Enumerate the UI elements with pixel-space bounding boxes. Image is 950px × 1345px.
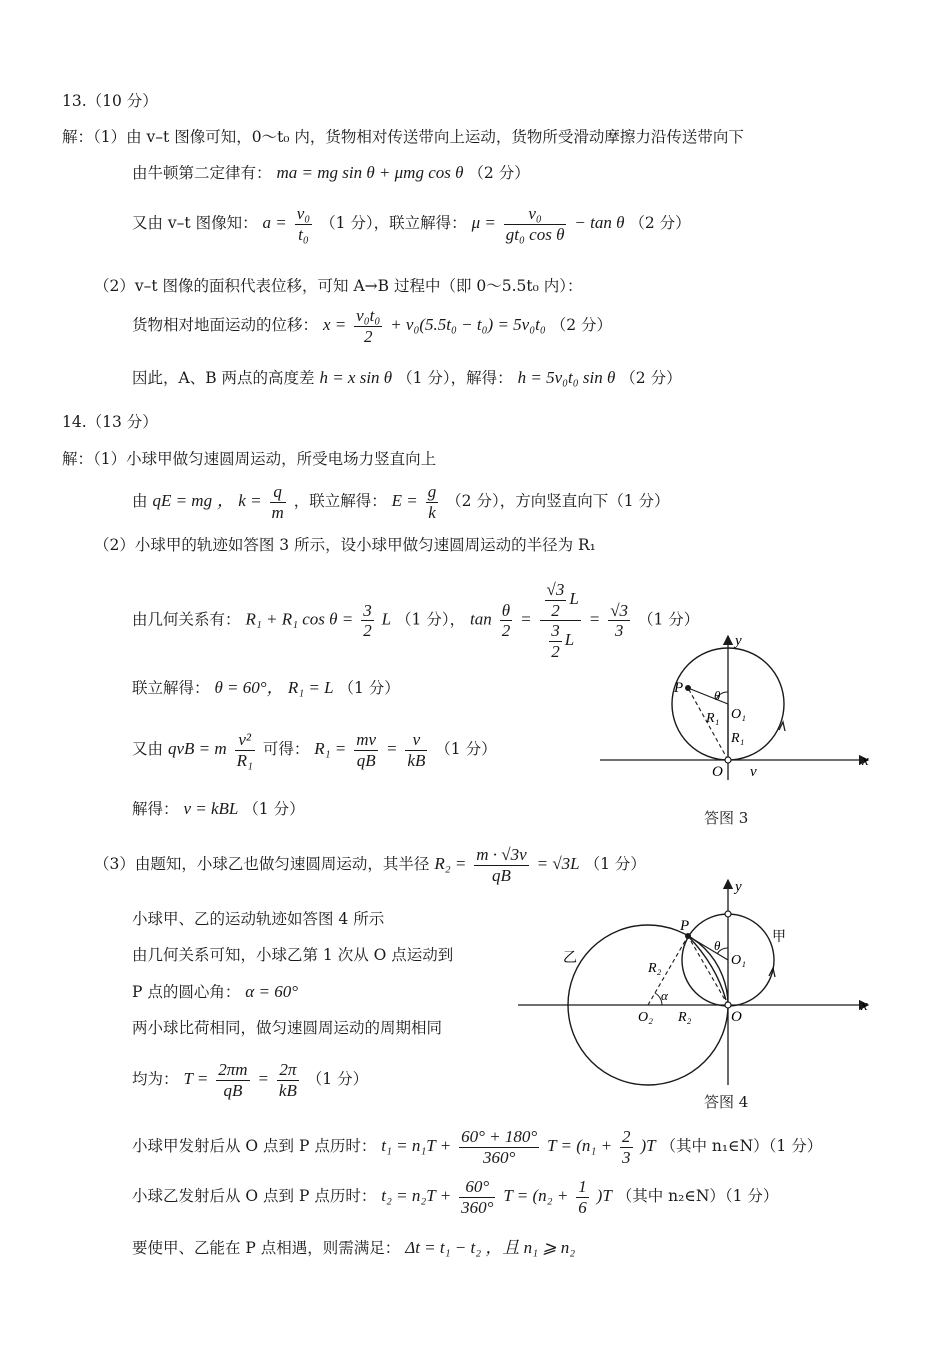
q14-field-eq1: qE = mg <box>152 491 213 511</box>
fig4-label-alpha: α <box>661 988 668 1003</box>
q14-geo-fraction <box>361 601 374 641</box>
q14-k-fraction <box>270 482 286 522</box>
q14-lorentz-fraction3 <box>405 730 427 770</box>
q14-geo-score: （1 分）， <box>396 610 466 629</box>
fig3-label-O: O <box>712 764 723 780</box>
q14-lorentz-den1: R₁ <box>236 750 253 770</box>
q14-meeting-line <box>132 1238 575 1258</box>
q14-tan-bot-L: L <box>564 630 575 650</box>
q14-t1-mid: T = (n₁ + <box>547 1136 613 1156</box>
q13-accel-den: t₀ <box>298 224 309 244</box>
q13-mu-lhs: μ = <box>471 213 496 233</box>
fig3-label-P: P <box>674 680 684 696</box>
q13-height-mid: （1 分），解得： <box>397 369 513 387</box>
q14-tan-half-fraction <box>500 601 513 641</box>
q14-period-fraction1 <box>216 1060 249 1100</box>
fig4-label-R2a: R₂ <box>648 961 662 976</box>
q14-t2-fraction <box>459 1177 495 1217</box>
q14-tan-half-den: 2 <box>501 621 511 641</box>
fig4-label-O2: O₂ <box>638 1010 653 1025</box>
q13-mu-tail: − tan θ <box>574 213 625 233</box>
q14-tan-lhs: tan <box>470 609 492 629</box>
q14-t2-lhs: t₂ = n₂T + <box>381 1186 452 1206</box>
q13-height-score: （2 分） <box>620 369 682 387</box>
fig3-label-theta: θ <box>714 688 721 703</box>
q13-mu-den: gt₀ cos θ <box>505 224 565 244</box>
q14-t2-fd: 6 <box>578 1197 587 1217</box>
q14-t2-line <box>132 1177 778 1217</box>
fig4-caption: 答图 4 <box>704 1093 749 1111</box>
q14-geo-label: 由几何关系有： <box>132 610 241 629</box>
fig4-label-O1: O₁ <box>731 953 746 968</box>
q14-period-label: 均为： <box>132 1070 179 1089</box>
q13-part2-intro: （2）v–t 图像的面积代表位移，可知 A→B 过程中（即 0～5.5t₀ 内）： <box>94 277 583 295</box>
q14-lorentz-line <box>132 730 497 770</box>
figure-3 <box>595 630 885 800</box>
q14-alpha-label: P 点的圆心角： <box>132 983 241 1001</box>
fig3-origin-dot <box>725 757 731 763</box>
q13-accel-lhs: a = <box>262 213 287 233</box>
q13-disp-num: v₀t₀ <box>356 306 381 325</box>
fig3-label-R1a: R₁ <box>706 711 720 726</box>
q14-R2-score: （1 分） <box>584 855 646 874</box>
q14-tan-bot-num: 3 <box>551 621 560 641</box>
q14-t2-den: 360° <box>461 1197 494 1217</box>
fig3-label-x: x <box>862 753 869 769</box>
q14-t2-tail: )T <box>596 1186 612 1206</box>
q14-period-score: （1 分） <box>306 1070 369 1089</box>
q14-lorentz-score: （1 分） <box>435 740 497 759</box>
q14-tan-eq2: = <box>588 609 601 629</box>
q13-disp-score: （2 分） <box>550 316 612 335</box>
q14-theta-score: （1 分） <box>338 679 400 697</box>
q14-velocity-eq: v = kBL <box>183 799 239 818</box>
q14-period-eq: = <box>257 1069 269 1089</box>
q13-disp-tail: + v₀(5.5t₀ − t₀) = 5v₀t₀ <box>390 315 546 335</box>
q14-R2-num: m · √3v <box>476 845 527 864</box>
q14-t1-score: （其中 n₁∈N）（1 分） <box>660 1137 823 1156</box>
q14-tan-eq: = <box>520 609 532 629</box>
q14-lorentz-den2: qB <box>356 750 376 770</box>
q14-R2-result: = √3L <box>536 854 580 874</box>
q14-part3-line3: 由几何关系可知，小球乙第 1 次从 O 点运动到 <box>132 946 454 964</box>
q14-tan-bottom <box>540 621 581 661</box>
fig3-label-R1b: R₁ <box>731 731 745 746</box>
q13-newton-score: （2 分） <box>468 164 530 182</box>
q13-newton-equation: ma = mg sin θ + μmg cos θ <box>276 163 464 182</box>
q14-t1-lhs: t₁ = n₁T + <box>381 1136 452 1156</box>
q14-t2-fn: 1 <box>578 1177 587 1196</box>
q14-period-line <box>132 1060 368 1100</box>
q14-t1-num: 60° + 180° <box>461 1127 538 1146</box>
q14-geo-L: L <box>381 609 392 629</box>
q13-disp-label: 货物相对地面运动的位移： <box>132 316 319 335</box>
q14-R2-den: qB <box>492 865 511 885</box>
q13-newton-label: 由牛顿第二定律有： <box>132 164 272 182</box>
q13-accel-num: v₀ <box>296 204 311 223</box>
q14-period-num2: 2π <box>277 1060 299 1081</box>
q13-mu-num: v₀ <box>504 204 567 225</box>
q14-meeting-eq: Δt = t₁ − t₂ ，且 n₁ ⩾ n₂ <box>405 1238 576 1257</box>
q14-part3-intro: （3）由题知，小球乙也做匀速圆周运动，其半径 <box>94 855 430 874</box>
fig3-radius-O1P <box>688 688 728 704</box>
q14-t2-label: 小球乙发射后从 O 点到 P 点历时： <box>132 1187 377 1206</box>
fig4-label-O: O <box>731 1009 742 1025</box>
q14-geo-eq: R₁ + R₁ cos θ = <box>245 609 354 629</box>
q14-t1-line <box>132 1127 822 1167</box>
q14-field-label: 由 <box>132 492 148 511</box>
fig4-top-dot <box>725 911 731 917</box>
q14-E-den: k <box>428 502 436 522</box>
fig3-caption: 答图 3 <box>704 809 749 827</box>
q14-part3-line2: 小球甲、乙的运动轨迹如答图 4 所示 <box>132 910 385 928</box>
fig4-label-R2b: R₂ <box>678 1010 692 1025</box>
q14-theta-line <box>132 678 400 698</box>
q13-height-label: 因此，A、B 两点的高度差 <box>132 369 315 387</box>
q14-lorentz-mid: 可得： <box>262 740 310 759</box>
q14-alpha-line <box>132 982 298 1002</box>
q14-velocity-label: 解得： <box>132 800 179 818</box>
q13-accel-score: （1 分），联立解得： <box>320 214 467 233</box>
q14-lorentz-lhs: qvB = m <box>167 739 227 759</box>
fig4-label-P: P <box>680 918 690 934</box>
q14-velocity-line <box>132 799 305 819</box>
q13-height-eq: h = x sin θ <box>319 368 393 387</box>
fig4-origin-dot <box>725 1002 731 1008</box>
q14-t1-tail: )T <box>640 1136 656 1156</box>
q13-height-result: h = 5v₀t₀ sin θ <box>517 368 616 387</box>
q14-E-score: （2 分），方向竖直向下（1 分） <box>446 492 670 511</box>
fig4-radius-O1P <box>688 936 728 960</box>
q13-part1-intro: 解：（1）由 v–t 图像可知，0～t₀ 内，货物相对传送带向上运动，货物所受滑动摩擦力沿传送带向下 <box>62 128 744 146</box>
q14-lorentz-R: R₁ = <box>314 739 347 759</box>
fig4-label-yi: 乙 <box>563 951 577 966</box>
q13-disp-lhs: x = <box>322 315 347 335</box>
q13-height-line <box>132 368 682 388</box>
q14-E-lhs: E = <box>391 491 418 511</box>
q14-tan-top-den: 2 <box>551 600 560 620</box>
q14-part2-intro: （2）小球甲的轨迹如答图 3 所示，设小球甲做匀速圆周运动的半径为 R₁ <box>94 536 596 554</box>
fig3-label-O1: O₁ <box>731 707 746 722</box>
q14-tan-res-num: √3 <box>610 600 629 620</box>
q14-t1-label: 小球甲发射后从 O 点到 P 点历时： <box>132 1137 377 1156</box>
q14-field-eq2-lhs: ， k = <box>217 491 262 511</box>
q14-lorentz-label: 又由 <box>132 740 164 759</box>
q14-lorentz-fraction2 <box>354 730 378 770</box>
fig3-label-v: v <box>750 764 757 780</box>
q14-k-num: q <box>270 482 286 503</box>
q14-period-den1: qB <box>223 1080 243 1100</box>
q14-t1-fd: 3 <box>622 1147 631 1167</box>
q14-t1-fraction <box>459 1127 539 1167</box>
q14-E-num: g <box>427 482 437 501</box>
q14-t2-num: 60° <box>459 1177 495 1198</box>
q14-field-line <box>132 482 670 522</box>
q13-mu-score: （2 分） <box>629 214 691 233</box>
q14-tan-res-den: 3 <box>614 621 624 641</box>
q14-t1-fn: 2 <box>622 1127 631 1146</box>
q14-header: 14.（13 分） <box>62 413 158 431</box>
q13-header: 13.（10 分） <box>62 92 158 110</box>
q14-lorentz-num3: v <box>405 730 427 751</box>
q14-tan-top-L: L <box>569 588 579 608</box>
q14-k-den: m <box>271 502 284 522</box>
q13-disp-den: 2 <box>363 326 373 346</box>
fig3-label-y: y <box>735 633 742 649</box>
q14-period-num1: 2πm <box>218 1060 248 1079</box>
q14-tan-half-num: θ <box>500 601 513 622</box>
fig4-label-jia: 甲 <box>772 930 786 945</box>
q14-lorentz-den3: kB <box>407 750 426 770</box>
q14-geo-den: 2 <box>363 621 372 641</box>
figure-4 <box>515 876 875 1090</box>
q14-tan-bot-den: 2 <box>551 641 560 661</box>
fig3-point-P <box>685 685 691 691</box>
q13-accel-label: 又由 v–t 图像知： <box>132 214 258 233</box>
q13-accel-line <box>132 204 691 244</box>
q14-period-fraction2 <box>277 1060 299 1100</box>
q14-lorentz-eq: = <box>386 739 398 759</box>
q14-t1-den: 360° <box>483 1147 516 1167</box>
q14-lorentz-num1: v² <box>235 730 255 751</box>
fig4-label-theta: θ <box>714 938 721 953</box>
q14-tan-score: （1 分） <box>638 610 700 629</box>
q14-tan-compound-fraction <box>540 580 581 661</box>
q14-theta-label: 联立解得： <box>132 679 210 697</box>
q13-disp-line <box>132 306 612 346</box>
q14-field-solve: ，联立解得： <box>293 492 387 511</box>
q14-theta-eq: θ = 60°， R₁ = L <box>214 678 334 697</box>
fig4-label-y: y <box>735 879 742 895</box>
q14-t1-small-fraction <box>620 1127 633 1167</box>
q14-t2-mid: T = (n₂ + <box>503 1186 569 1206</box>
q14-geo-num: 3 <box>363 600 372 620</box>
q14-part1-intro: 解：（1）小球甲做匀速圆周运动，所受电场力竖直向上 <box>62 450 437 468</box>
q14-R2-lhs: R₂ = <box>434 854 467 874</box>
q14-tan-top <box>540 580 581 621</box>
q14-lorentz-fraction1 <box>235 730 255 770</box>
q13-mu-fraction <box>504 204 567 244</box>
q14-period-den2: kB <box>278 1080 297 1100</box>
q14-meeting-label: 要使甲、乙能在 P 点相遇，则需满足： <box>132 1239 401 1257</box>
q14-velocity-score: （1 分） <box>243 800 305 818</box>
q13-disp-fraction <box>354 306 382 346</box>
q14-part3-line5: 两小球比荷相同，做匀速圆周运动的周期相同 <box>132 1019 443 1037</box>
fig4-chord-OP <box>688 936 728 1005</box>
q14-alpha-eq: α = 60° <box>245 982 298 1001</box>
q13-accel-fraction <box>295 204 312 244</box>
q14-tan-bot-fraction <box>549 621 562 661</box>
q14-tan-top-fraction <box>545 580 567 620</box>
q13-newton-line <box>132 163 530 183</box>
q14-tan-top-num: √3 <box>546 580 565 599</box>
q14-t2-small-fraction <box>576 1177 589 1217</box>
fig4-label-x: x <box>861 998 868 1014</box>
q14-t2-score: （其中 n₂∈N）（1 分） <box>616 1187 779 1206</box>
q14-period-lhs: T = <box>183 1069 209 1089</box>
q14-E-fraction <box>426 482 439 522</box>
q14-lorentz-num2: mv <box>356 730 377 749</box>
